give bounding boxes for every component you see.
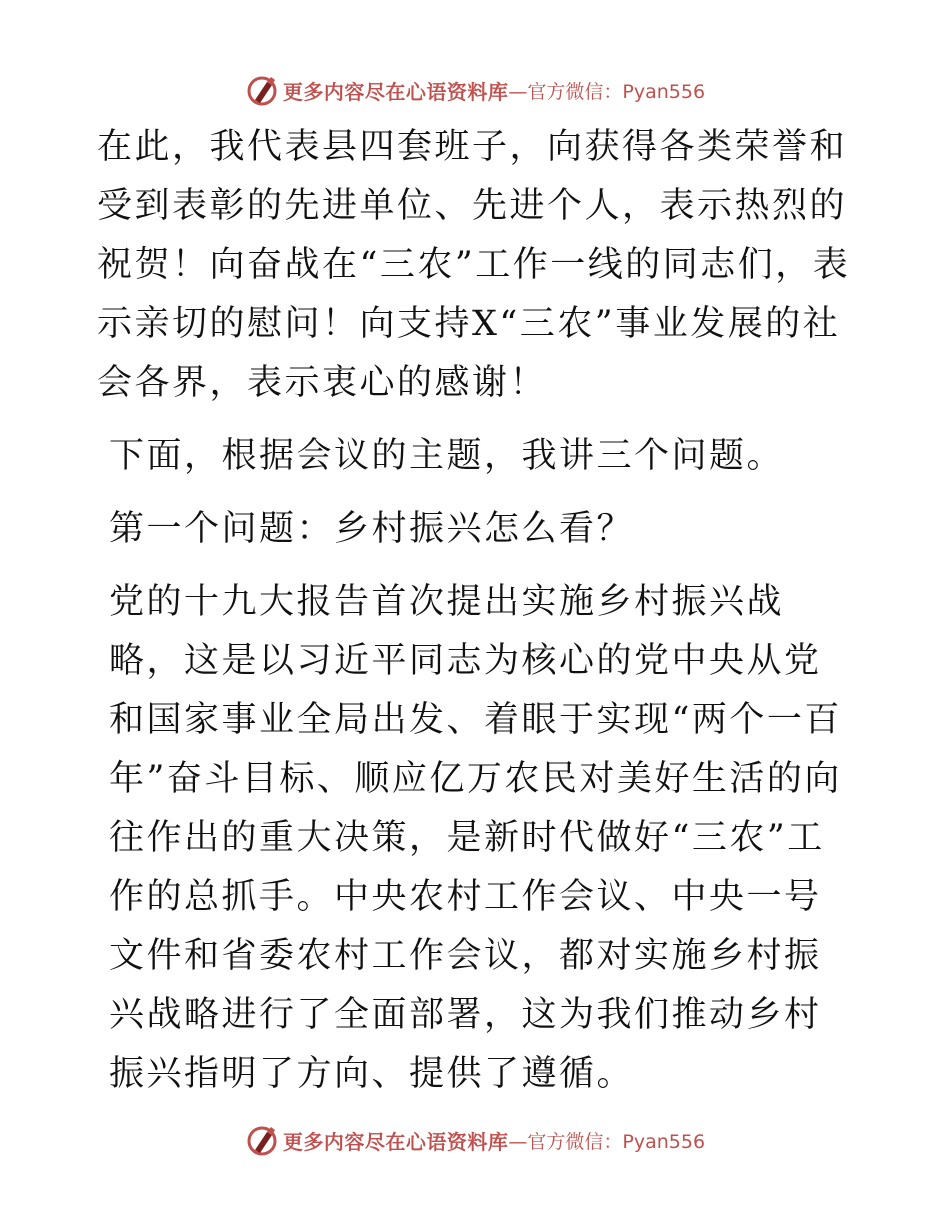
section-heading: 第一个问题：乡村振兴怎么看？ bbox=[109, 509, 635, 549]
paragraph-greeting: 在此，我代表县四套班子，向获得各类荣誉和受到表彰的先进单位、先进个人，表示热烈的祝贺！向奋战在“三农”工作一线的同志们，表示亲切的慰问！向支持X“三农”事业发展的社会各界，表示衷心的感谢！ bbox=[97, 127, 851, 403]
banner-brand-text: 更多内容尽在心语资料库 bbox=[282, 1129, 509, 1154]
document-body bbox=[97, 118, 857, 1104]
banner-brand-text: 更多内容尽在心语资料库 bbox=[282, 79, 509, 104]
footer-banner bbox=[0, 1120, 950, 1160]
paragraph-body: 党的十九大报告首次提出实施乡村振兴战略，这是以习近平同志为核心的党中央从党和国家事业全局出发、着眼于实现“两个一百年”奋斗目标、顺应亿万农民对美好生活的向往作出的重大决策，是新时代做好“三农”工作的总抓手。中央农村工作会议、中央一号文件和省委农村工作会议，都对实施乡村振兴战略进行了全面部署，这为我们推动乡村振兴指明了方向、提供了遵循。 bbox=[109, 582, 842, 1094]
pen-nib-logo-icon bbox=[245, 1123, 279, 1157]
header-banner bbox=[0, 70, 950, 110]
paragraph-intro: 下面，根据会议的主题，我讲三个问题。 bbox=[109, 436, 785, 476]
banner-official-text: —官方微信：Pyan556 bbox=[508, 1130, 706, 1153]
banner-official-text: —官方微信：Pyan556 bbox=[508, 80, 706, 103]
pen-nib-logo-icon bbox=[245, 73, 279, 107]
